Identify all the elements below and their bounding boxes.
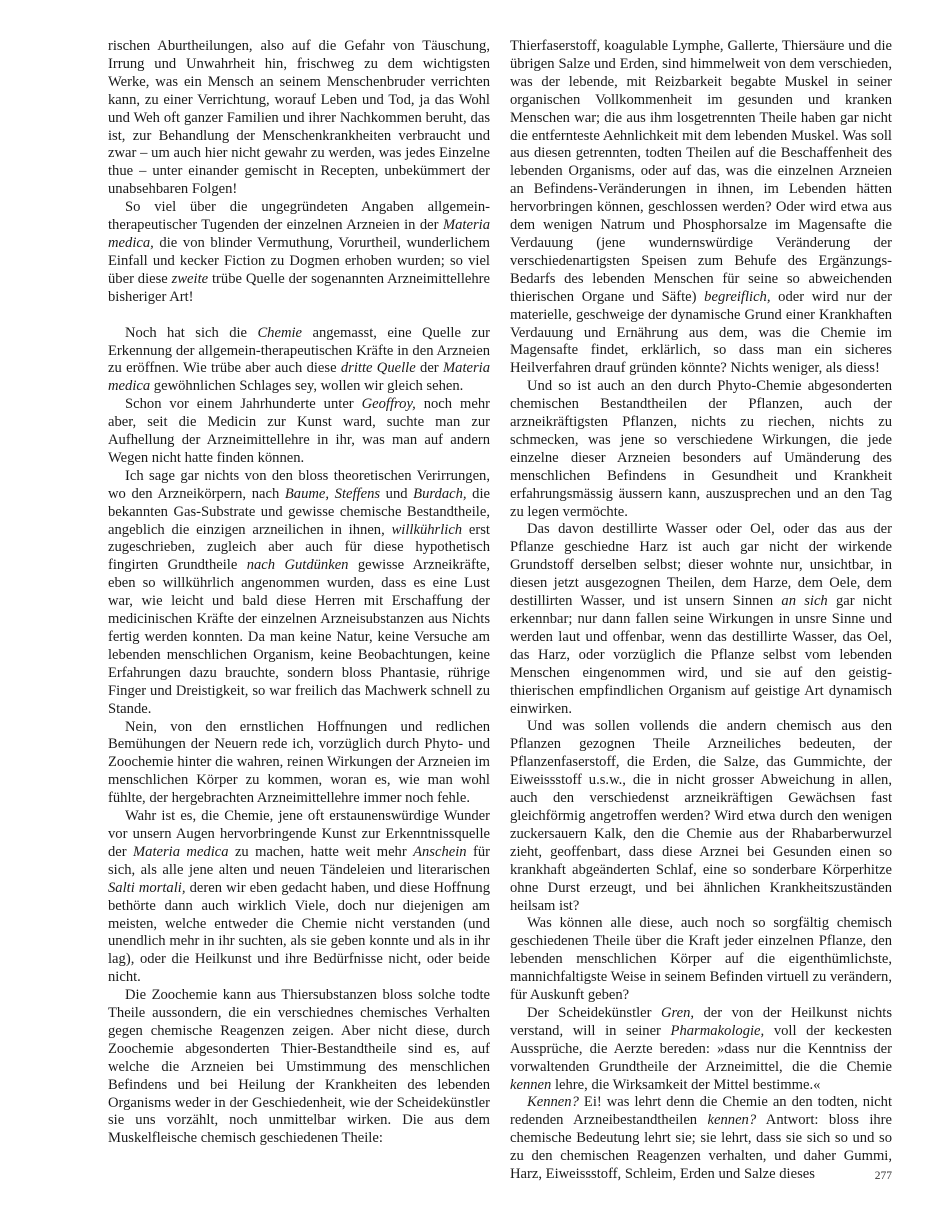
paragraph: Nein, von den ernstlichen Hoffnungen und redlichen Bemühungen der Neuern rede ich, vorzüglich durch Phyto- und Zoochemie hinter die wahren, reinen Wirkungen der Arzneien im menschlichen Körper zu kommen, woran es, wie man wohl fühlte, der hergebrachten Arzneimittellehre immer noch fehle. [108,718,490,807]
paragraph: Noch hat sich die Chemie angemasst, eine Quelle zur Erkennung der allgemein-therapeutischen Kräfte in den Arzneien zu eröffnen. Wie trübe aber auch diese dritte Quelle der Materia medica gewöhnlichen Schlages sey, wollen wir gleich sehen. [108,324,491,395]
paragraph: Die Zoochemie kann aus Thiersubstanzen bloss solche todte Theile aussondern, die ein verschiednes chemisches Verhalten gegen chemische Reagenzen zeigen. Aber nicht diese, durch Zoochemie abgesonderten Thier-Bestandtheile sind es, auf welche die Arzneien bei Umstimmung des menschlichen Befindens und bei Heilung der Krankheiten des lebenden Organisms weder in der Geschiedenheit, wie der Scheidekünstler sie uns vorzählt, noch unmittelbar wirken. Die aus dem Muskelfleische chemisch geschiedenen Theile: [108,987,490,1147]
paragraph: Thierfaserstoff, koagulable Lymphe, Gallerte, Thiersäure und die übrigen Salze und Erden, sind himmelweit von dem verschieden, was der lebende, mit Reizbarkeit begabte Muskel in seiner organischen Vollkommenheit im gesunden und kranken Menschen war; die aus ihm losgetrennten Theile haben gar nicht die entfernteste Aehnlichkeit mit dem lebenden Muskel. Was soll aus diesen getrennten, todten Theilen auf die Beschaffenheit des lebenden Organisms, oder auf das, was die einzelnen Arzneien an Befindens-Veränderungen in ihnen, im Lebenden hätten hervorbringen können, geschlossen werden? Oder wird etwa aus dem wenigen Natrum und Phosphorsalze im Magensafte die Verdauung (jene wundernswürdige Veränderung der verschiedenartigsten Speisen zum Behufe des Ergänzungs-Bedarfs des lebenden Menschen für seine so abweichenden thierischen Organe und Säfte) begreiflich, oder wird nur der materielle, geschweige der dynamische Grund einer Krankhaften Verdauung und Ernährung aus dem, was die Chemie im Magensafte findet, erklärlich, so dass man ein sicheres Heilverfahren drauf gründen könnte? Nichts weniger, als diess! [510,38,892,377]
paragraph: Und was sollen vollends die andern chemisch aus den Pflanzen gezognen Theile Arzneiliches bedeuten, der Pflanzenfaserstoff, die Erden, die Salze, das Gummichte, der Eiweissstoff u.s.w., die in nicht grosser Abweichung in allen, auch den verschiedenst arzneikräftigen Gewächsen fast gleichförmig angetroffen werden? Wird etwa durch den wenigen zuckersauern Kalk, den die Chemie aus der Rhabarberwurzel zieht, geoffenbart, dass diese Arznei bei Gesunden einen so krankhaft abgeänderten Schlaf, eine so sonderbare Körperhitze ohne Durst erzeugt, und bei ähnlichen Krankheitszuständen heilsam ist? [510,718,892,914]
left-column [108,38,490,1148]
right-column [510,38,892,1184]
paragraph: Schon vor einem Jahrhunderte unter Geoffroy, noch mehr aber, seit die Medicin zur Kunst ward, suchte man zur Aufhellung der Arzneimittellehre in ihr, was man auf andern Wegen nicht hatte finden können. [108,396,490,466]
paragraph: Was können alle diese, auch noch so sorgfältig chemisch geschiedenen Theile über die Kraft jeder einzelnen Pflanze, den lebenden menschlichen Körper auf die eigenthümlichste, mannichfaltigste Weise in seinem Befinden virtuell zu verändern, für Auskunft geben? [510,915,892,1004]
paragraph: Kennen? Ei! was lehrt denn die Chemie an den todten, nicht redenden Arzneibestandtheilen kennen? Antwort: bloss ihre chemische Bedeutung lehrt sie; sie lehrt, dass sie sich so und so zu den chemischen Reagenzen verhalten, und daher Gummi, Harz, Eiweissstoff, Schleim, Erden und Salze dieses [510,1094,893,1183]
paragraph: Der Scheidekünstler Gren, der von der Heilkunst nichts verstand, will in seiner Pharmakologie, voll der keckesten Aussprüche, die Aerzte bereden: »dass nur die Kenntniss der vorwaltenden Grundtheile der Arzneimittel, die die Chemie kennen lehre, die Wirksamkeit der Mittel bestimme.« [510,1004,893,1093]
paragraph: rischen Aburtheilungen, also auf die Gefahr von Täuschung, Irrung und Unwahrheit hin, frischweg zu dem wichtigsten Werke, was ein Mensch an seinem Menschenbruder verrichten kann, zu einer Verrichtung, worauf Leben und Tod, ja das Wohl und Weh oft ganzer Familien und ihrer Nachkommen beruht, das ist, zur Behandlung der Menschenkrankheiten verbraucht und zwar – um auch hier nicht gewahr zu werden, was jedes Einzelne thue – unter einander gemischt in Recepten, unbekümmert der unabsehbaren Folgen! [108,38,490,198]
paragraph: So viel über die ungegründeten Angaben allgemein-therapeutischer Tugenden der einzelnen Arzneien in der Materia medica, die von blinder Vermuthung, Vorurtheil, wunderlichem Einfall und kecker Fiction zu Dogmen erhoben wurden; so viel über diese zweite trübe Quelle der sogenannten Arzneimittellehre bisheriger Art! [108,199,490,305]
paragraph: Das davon destillirte Wasser oder Oel, oder das aus der Pflanze geschiedne Harz ist auch gar nicht der wirkende Grundstoff derselben selbst; dieser wohnte nur, unsichtbar, in diesen jetzt ausgezognen Theilen, dem Harze, dem Oele, dem destillirten Wasser, und ist unsern Sinnen an sich gar nicht erkennbar; nur dann fallen seine Wirkungen in unsre Sinne und werden laut und offenbar, wenn das destillirte Wasser, das Oel, das Harz, oder vorzüglich die Pflanze selbst vom lebenden Menschen eingenommen wird, und sie auf den geistig-thierischen empfindlichen Organism auf geistige Art dynamisch einwirken. [510,521,892,717]
paragraph: Wahr ist es, die Chemie, jene oft erstaunenswürdige Wunder vor unsern Augen hervorbringende Kunst zur Erkenntnissquelle der Materia medica zu machen, hatte weit mehr Anschein für sich, als alle jene alten und neuen Tändeleien und literarischen Salti mortali, deren wir eben gedacht haben, und diese Hoffnung bethörte dann auch wirklich Viele, doch nur diejenigen am meisten, welche entweder die Chemie nicht verstanden (und unendlich mehr in ihr suchten, als sie geben konnte und als in ihr lag), oder die Heilkunst und ihre Bedürfnisse nicht, oder beide nicht. [108,808,491,986]
page-number: 277 [874,1170,892,1182]
paragraph: Ich sage gar nichts von den bloss theoretischen Verirrungen, wo den Arzneikörpern, nach Baume, Steffens und Burdach, die bekannten Gas-Substrate und gewisse chemische Bestandtheile, angeblich die einzigen arzneilichen in ihnen, willkührlich erst zugeschrieben, zugleich aber auch für diese hypothetisch fingirten Grundtheile nach Gutdünken gewisse Arzneikräfte, eben so willkührlich angenommen wurden, dass es eine Lust war, wie leicht und bald diese Herren mit Erschaffung der medicinischen Kräfte der einzelnen Arzneisubstanzen aus Nichts fertig werden konnten. Da man keine Natur, keine Versuche am lebenden menschlichen Organism, keine Beobachtungen, keine Erfahrungen dazu brauchte, sondern bloss Phantasie, rührige Finger und Dreistigkeit, so war freilich das Machwerk schnell zu Stande. [108,467,490,717]
paragraph: Und so ist auch an den durch Phyto-Chemie abgesonderten chemischen Bestandtheilen der Pflanzen, auch der arzneikräftigsten Pflanzen, nichts zu riechen, nichts zu schmecken, was jene so verschiedene Wirkungen, die jede einzelne dieser Arzneien besonders auf Umänderung des menschlichen Befindens in Gesundheit und Krankheit erfahrungsmässig äussern kann, auszusprechen und an den Tag zu legen vermöchte. [510,378,892,520]
